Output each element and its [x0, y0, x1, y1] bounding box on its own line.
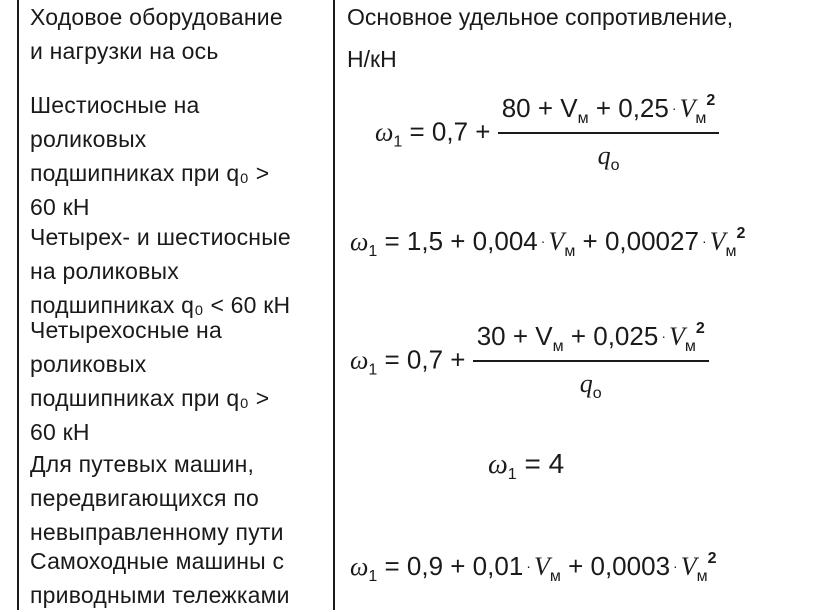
desc-line: Четырех- и шестиосные — [30, 224, 291, 250]
formula-2: $\omega_1 = 1,5 + 0,004 \cdot V_м + 0,00027 \cdot V_м^2$ — [350, 225, 746, 260]
header-col-equipment — [30, 0, 326, 68]
row-desc — [30, 220, 326, 322]
header-text: Основное удельное сопротивление, — [347, 4, 734, 30]
header-col-resistance — [347, 0, 807, 76]
formula-1: $\omega_1 = 0,7$ + $\frac{80 + V_м + 0,25 \cdot V_м^2}{q_о}$ — [375, 92, 719, 175]
desc-line: 60 кН — [30, 419, 90, 445]
row-desc — [30, 88, 326, 224]
desc-line: передвигающихся по — [30, 485, 259, 511]
header-text: и нагрузки на ось — [30, 38, 219, 64]
desc-line: роликовых — [30, 351, 147, 377]
header-text: Ходовое оборудование — [30, 4, 283, 30]
formula-4: $\omega_1 = 4$ — [488, 448, 565, 483]
desc-line: на роликовых — [30, 258, 179, 284]
desc-line: невыправленному пути — [30, 519, 284, 545]
table-left-border — [17, 0, 19, 610]
header-text: Н/кН — [347, 46, 397, 72]
desc-line: роликовых — [30, 126, 147, 152]
desc-line: Шестиосные на — [30, 92, 200, 118]
row-desc — [30, 313, 326, 449]
row-desc — [30, 544, 326, 612]
desc-line: подшипниках q₀ < 60 кН — [30, 292, 291, 318]
desc-line: 60 кН — [30, 194, 90, 220]
row-desc — [30, 447, 326, 549]
desc-line: Самоходные машины с — [30, 548, 285, 574]
desc-line: приводными тележками — [30, 582, 290, 608]
desc-line: подшипниках при q₀ > — [30, 160, 270, 186]
table-column-divider — [333, 0, 335, 610]
formula-3: $\omega_1 = 0,7$ + $\frac{30 + V_м + 0,025 \cdot V_м^2}{q_о}$ — [350, 320, 709, 403]
desc-line: подшипниках при q₀ > — [30, 385, 270, 411]
desc-line: Для путевых машин, — [30, 451, 255, 477]
formula-5: $\omega_1 = 0,9 + 0,01 \cdot V_м + 0,0003 \cdot V_м^2$ — [350, 550, 717, 585]
desc-line: Четырехосные на — [30, 317, 222, 343]
